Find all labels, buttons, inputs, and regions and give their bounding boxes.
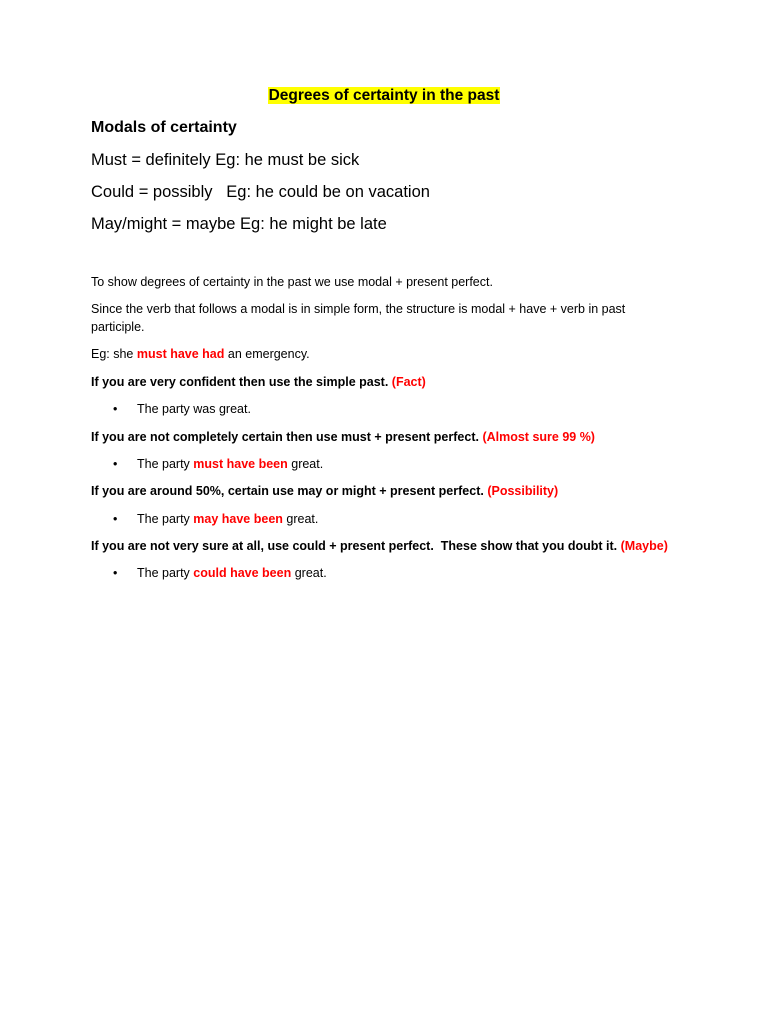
rule-tag: (Fact) xyxy=(391,375,426,389)
rule-possibility-heading xyxy=(91,482,558,500)
rule-heading-text: If you are very confident then use the simple past. xyxy=(91,375,389,389)
intro-paragraph: To show degrees of certainty in the past we use modal + present perfect. xyxy=(91,275,493,289)
rule-almost-sure-example xyxy=(137,455,323,473)
example-prefix: Eg: she xyxy=(91,347,137,361)
rule-fact-example xyxy=(137,400,251,418)
modal-may-might-line: May/might = maybe Eg: he might be late xyxy=(91,215,387,233)
rule-heading-text: If you are not very sure at all, use could + present perfect. These show that you doubt it. xyxy=(91,539,618,553)
bullet-marker: • xyxy=(113,566,118,580)
bullet-marker: • xyxy=(113,457,118,471)
rule-maybe-heading xyxy=(91,537,668,555)
rule-heading-text: If you are not completely certain then use must + present perfect. xyxy=(91,430,479,444)
bullet-suffix: great. xyxy=(282,512,319,526)
bullet-marker: • xyxy=(113,402,118,416)
bullet-highlight: must have been xyxy=(193,457,288,471)
bullet-prefix: The party xyxy=(137,512,194,526)
rule-almost-sure-heading xyxy=(91,428,595,446)
rule-heading-text: If you are around 50%, certain use may or might + present perfect. xyxy=(91,484,484,498)
structure-paragraph: Since the verb that follows a modal is in simple form, the structure is modal + have + verb in past participle. xyxy=(91,302,626,334)
rule-tag: (Possibility) xyxy=(487,484,559,498)
modal-must-line: Must = definitely Eg: he must be sick xyxy=(91,151,360,169)
rule-fact-heading xyxy=(91,373,426,391)
rule-maybe-example xyxy=(137,564,327,582)
bullet-highlight: could have been xyxy=(193,566,292,580)
bullet-prefix: The party xyxy=(137,566,194,580)
bullet-highlight: may have been xyxy=(193,512,283,526)
example-suffix: an emergency. xyxy=(224,347,310,361)
rule-tag: (Almost sure 99 %) xyxy=(482,430,595,444)
modal-could-line: Could = possibly Eg: he could be on vacation xyxy=(91,183,430,201)
modals-heading: Modals of certainty xyxy=(91,119,237,136)
rule-possibility-example xyxy=(137,510,318,528)
bullet-suffix: great. xyxy=(291,566,327,580)
bullet-suffix: great. xyxy=(287,457,324,471)
bullet-prefix: The party was great. xyxy=(137,402,251,416)
rule-tag: (Maybe) xyxy=(620,539,668,553)
example-highlight: must have had xyxy=(136,347,225,361)
page-title xyxy=(0,86,768,106)
bullet-marker: • xyxy=(113,512,118,526)
page-title-text: Degrees of certainty in the past xyxy=(268,87,500,104)
bullet-prefix: The party xyxy=(137,457,194,471)
example-sentence xyxy=(91,345,310,363)
